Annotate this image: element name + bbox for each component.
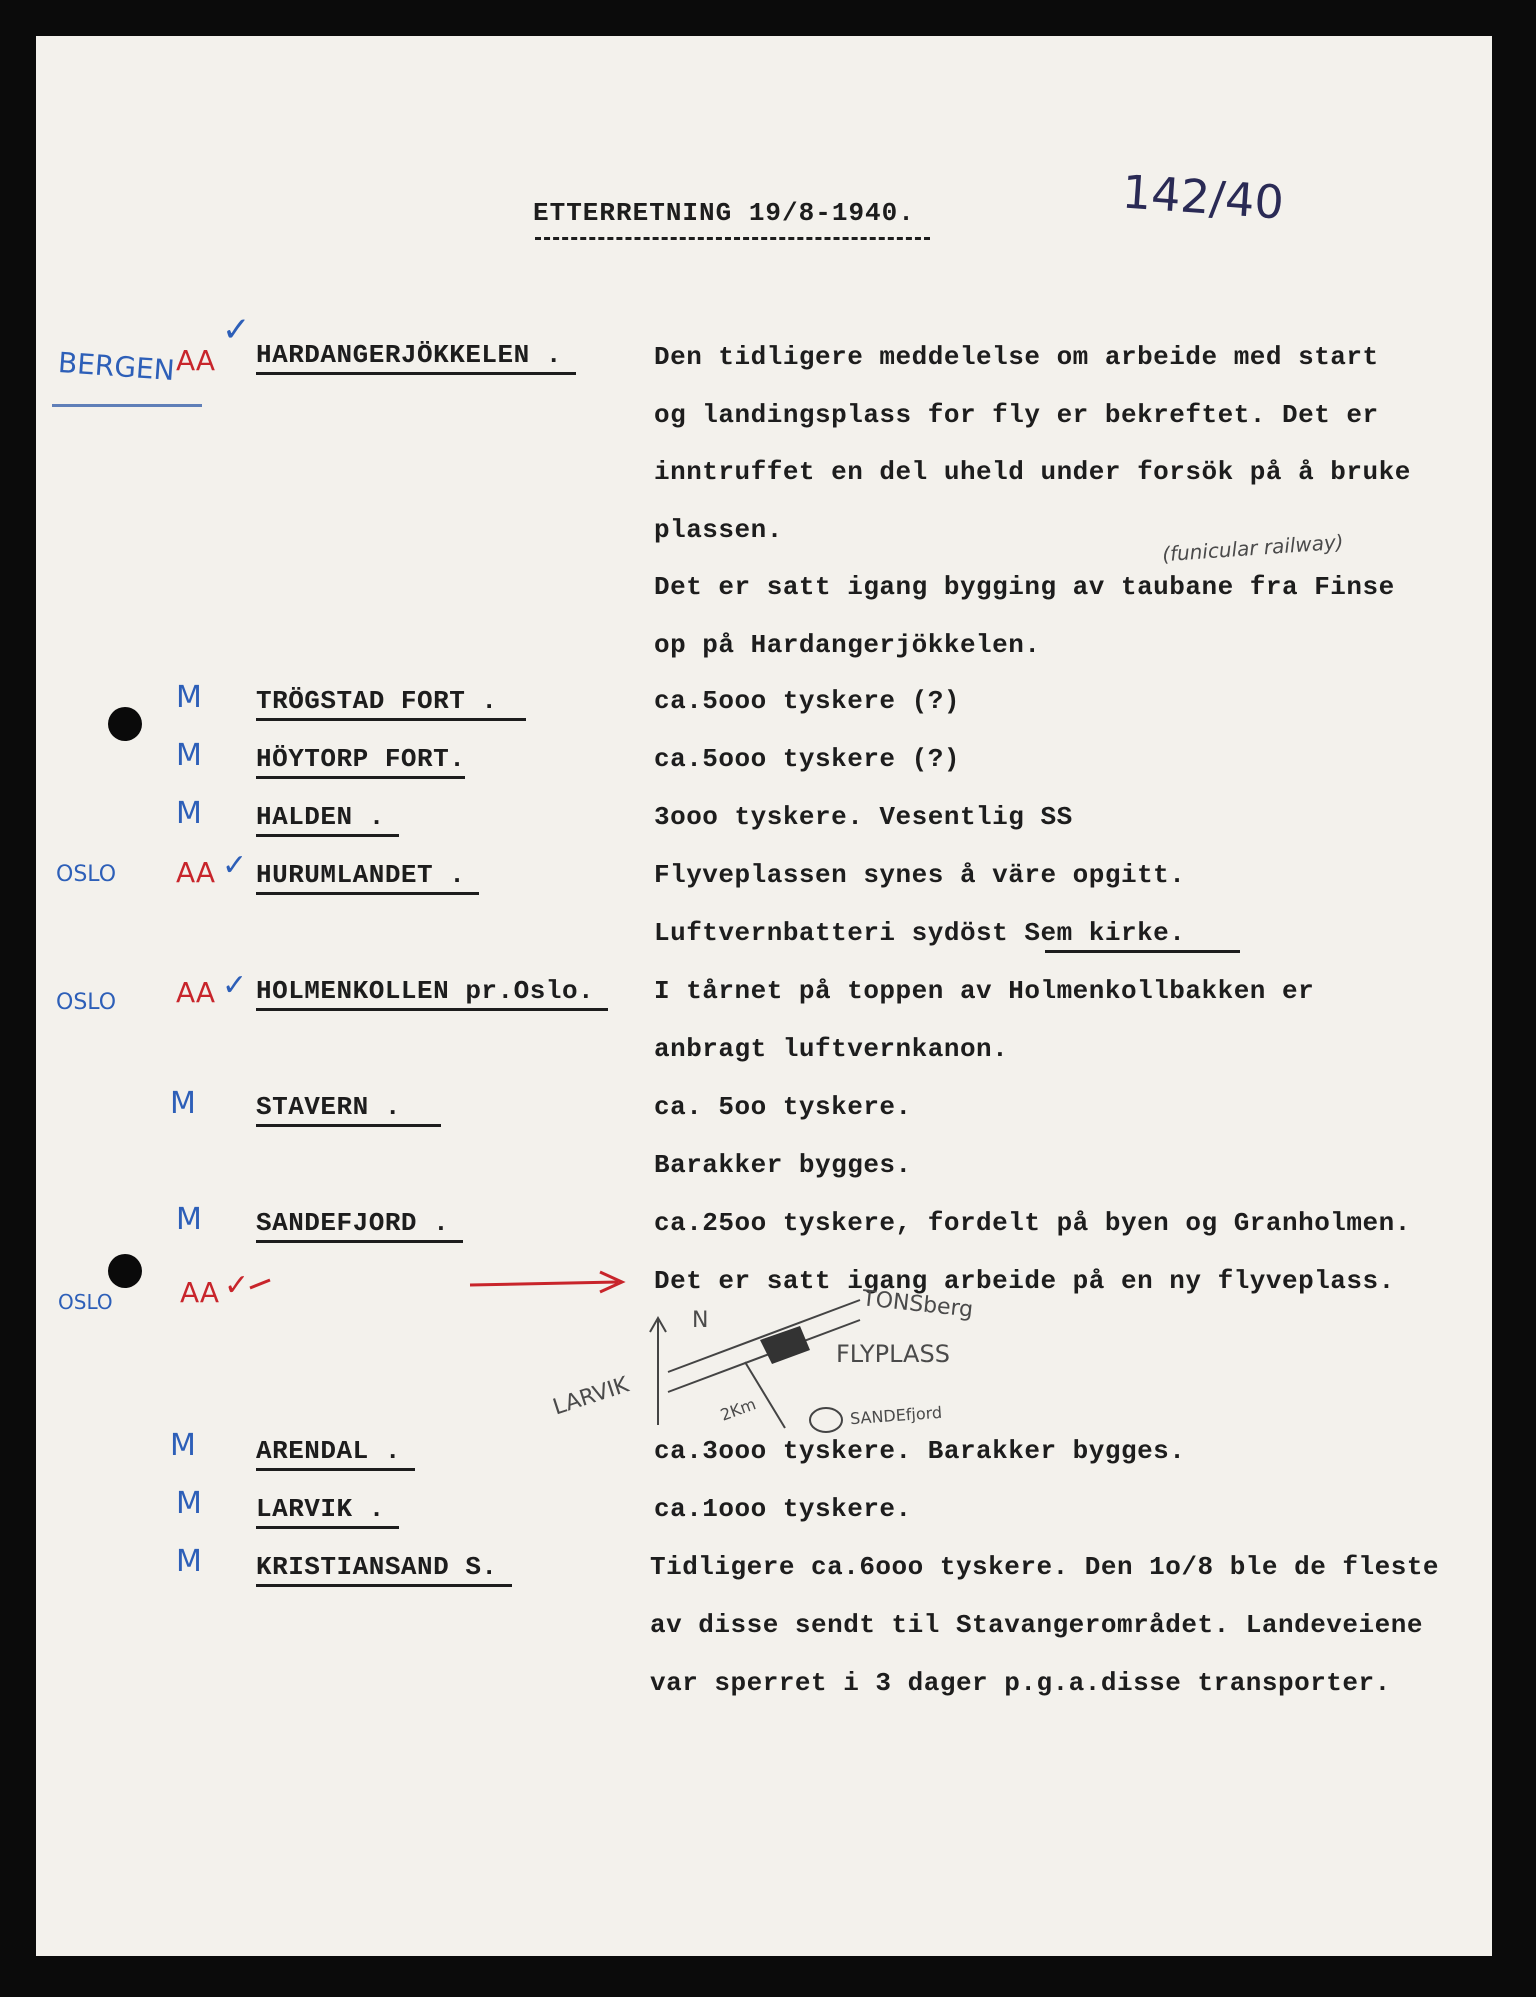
entry-line: Barakker bygges. — [654, 1150, 912, 1180]
airfield-mark — [760, 1326, 810, 1364]
entry-line: op på Hardangerjökkelen. — [654, 630, 1041, 660]
red-arrow — [470, 1282, 618, 1285]
annotation-funicular: (funicular railway) — [1161, 529, 1345, 567]
code-mark: M — [176, 1486, 202, 1521]
code-mark: M — [176, 680, 202, 715]
code-mark: M — [176, 796, 202, 831]
entry-line: av disse sendt til Stavangerområdet. Landeveiene — [650, 1610, 1423, 1640]
entry-line: inntruffet en del uheld under forsök på å bruke — [654, 457, 1411, 487]
place-name: HARDANGERJÖKKELEN . — [256, 340, 576, 375]
region-mark: OSLO — [56, 862, 117, 887]
sandefjord-mark — [810, 1408, 842, 1432]
code-mark: M — [170, 1428, 196, 1463]
entry-line: plassen. — [654, 515, 783, 545]
entry-line: Flyveplassen synes å väre opgitt. — [654, 860, 1186, 890]
larvik-label: LARVIK — [550, 1372, 632, 1421]
entry-line: Det er satt igang arbeide på en ny flyveplass. — [654, 1266, 1395, 1296]
entry-line: 3ooo tyskere. Vesentlig SS — [654, 802, 1073, 832]
entry-line: ca.5ooo tyskere (?) — [654, 744, 960, 774]
entry-line: ca.3ooo tyskere. Barakker bygges. — [654, 1436, 1186, 1466]
entry-line: Den tidligere meddelelse om arbeide med start — [654, 342, 1379, 372]
entry-line: I tårnet på toppen av Holmenkollbakken er — [654, 976, 1315, 1006]
place-name: SANDEFJORD . — [256, 1208, 463, 1243]
distance-label: 2Km — [717, 1394, 759, 1425]
place-name: HOLMENKOLLEN pr.Oslo. — [256, 976, 608, 1011]
code-mark: M — [176, 1544, 202, 1579]
place-name: ARENDAL . — [256, 1436, 415, 1471]
place-name: LARVIK . — [256, 1494, 399, 1529]
place-name: HÖYTORP FORT. — [256, 744, 465, 779]
entry-line: ca.1ooo tyskere. — [654, 1494, 912, 1524]
code-mark: AA — [180, 1276, 220, 1309]
entry-line: ca.25oo tyskere, fordelt på byen og Granholmen. — [654, 1208, 1411, 1238]
sandefjord-label: SANDEfjord — [849, 1402, 943, 1429]
place-name: HURUMLANDET . — [256, 860, 479, 895]
entry-line: anbragt luftvernkanon. — [654, 1034, 1009, 1064]
north-label: N — [692, 1308, 709, 1333]
place-name: STAVERN . — [256, 1092, 441, 1127]
code-mark: AA — [176, 856, 216, 889]
check-mark: ✓ — [222, 968, 248, 1003]
check-mark: ✓ — [222, 310, 251, 350]
entry-line: ca. 5oo tyskere. — [654, 1092, 912, 1122]
entry-line: Tidligere ca.6ooo tyskere. Den 1o/8 ble de fleste — [650, 1552, 1440, 1582]
code-mark: M — [170, 1086, 196, 1121]
code-mark: M — [176, 738, 202, 773]
check-mark: ✓ — [222, 848, 248, 883]
entry-line: var sperret i 3 dager p.g.a.disse transporter. — [650, 1668, 1391, 1698]
place-name: TRÖGSTAD FORT . — [256, 686, 526, 721]
check-mark: ✓ — [224, 1268, 250, 1303]
entry-line: ca.5ooo tyskere (?) — [654, 686, 960, 716]
tonsberg-label: TONSberg — [860, 1286, 975, 1323]
place-name: HALDEN . — [256, 802, 399, 837]
region-mark: OSLO — [56, 990, 117, 1015]
entry-line: Det er satt igang bygging av taubane fra Finse — [654, 572, 1395, 602]
region-mark: BERGEN — [56, 345, 176, 388]
entry-line: og landingsplass for fly er bekreftet. Det er — [654, 400, 1379, 430]
place-name: KRISTIANSAND S. — [256, 1552, 512, 1587]
code-mark: AA — [176, 344, 216, 377]
document-title: ETTERRETNING 19/8-1940. — [533, 198, 915, 228]
entry-line: Luftvernbatteri sydöst Sem kirke. — [654, 918, 1186, 948]
check-tail — [250, 1280, 270, 1288]
flyplass-label: FLYPLASS — [836, 1340, 950, 1368]
region-mark: OSLO — [58, 1290, 113, 1314]
reference-number: 142/40 — [1120, 164, 1286, 230]
code-mark: AA — [176, 976, 216, 1009]
code-mark: M — [176, 1202, 202, 1237]
